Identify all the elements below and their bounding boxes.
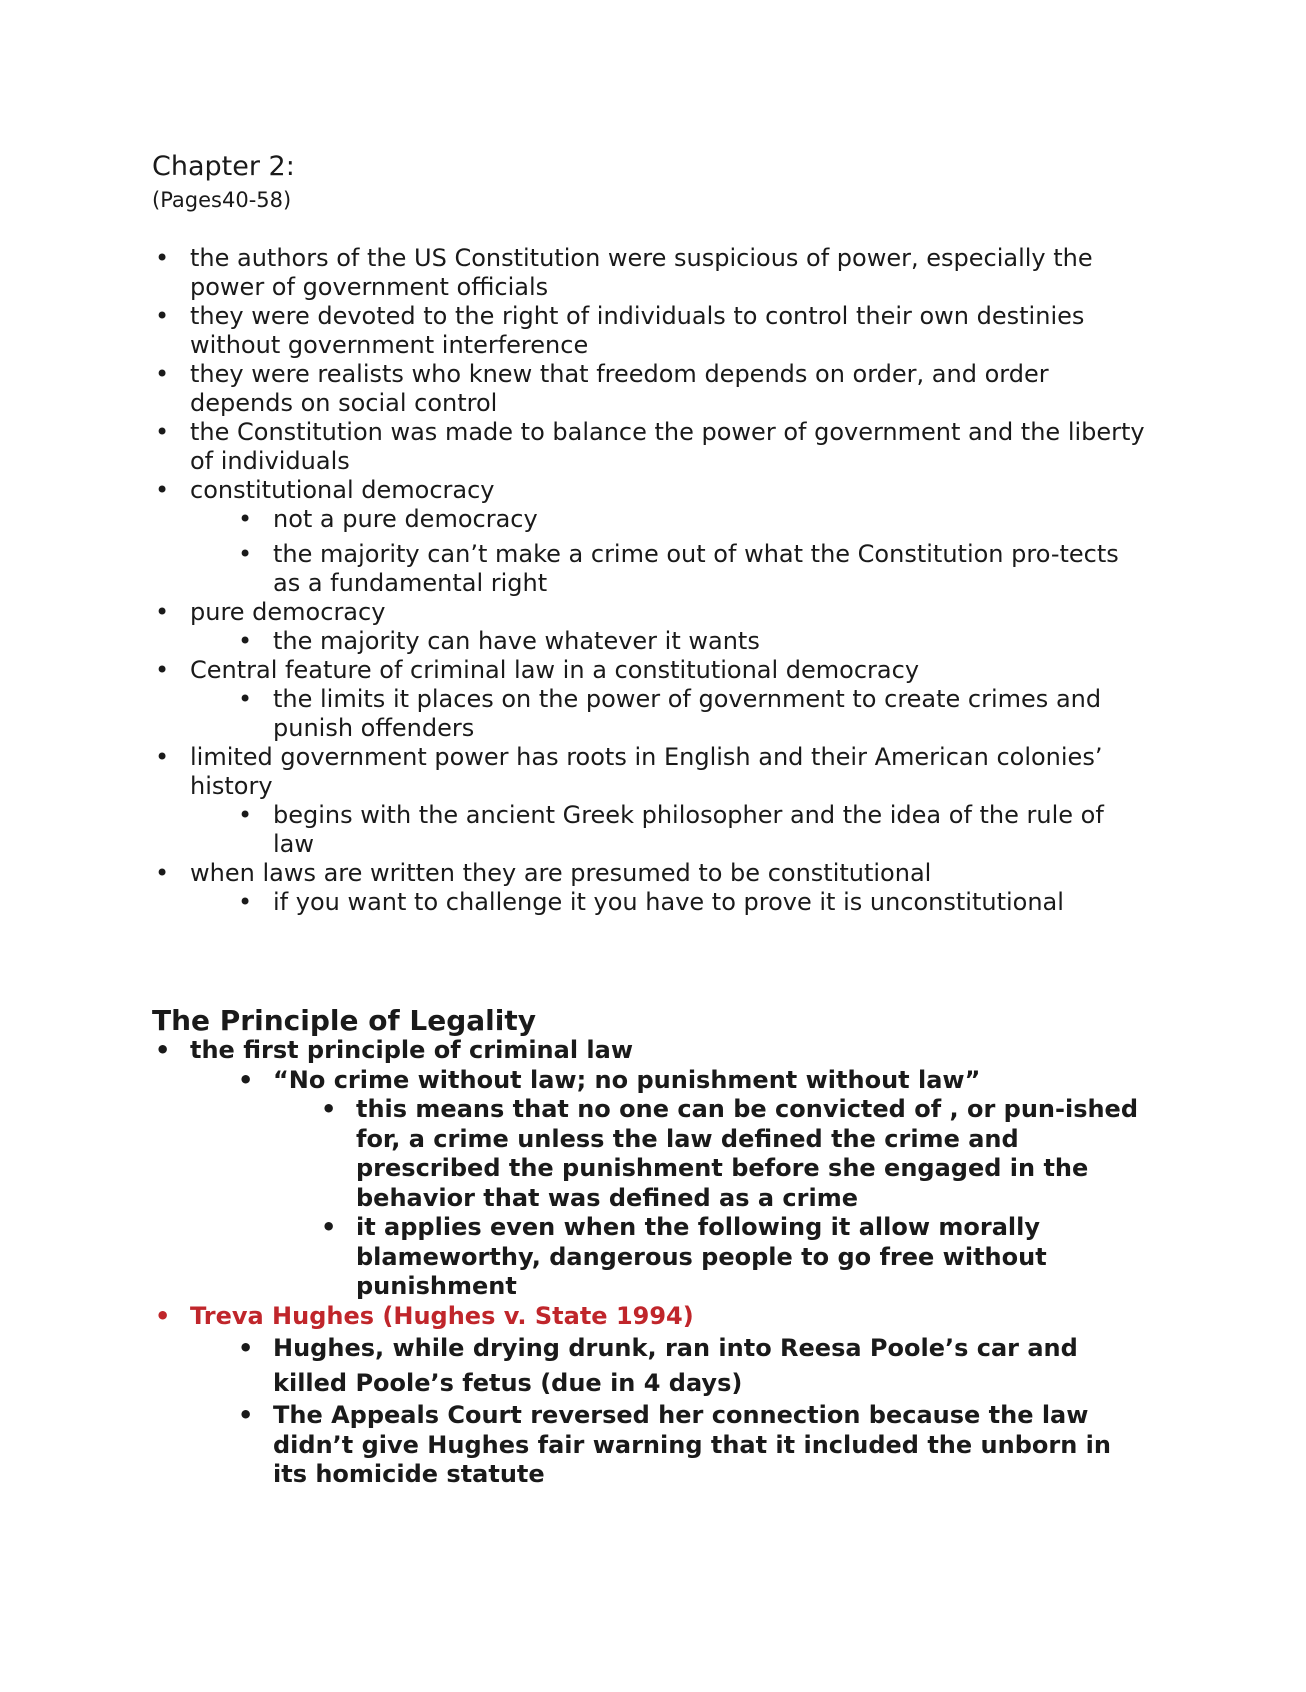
list-item: • Hughes, while drying drunk, ran into Reesa Poole’s car and killed Poole’s fetus (due in 4 days) xyxy=(273,1331,1150,1401)
list-item: • if you want to challenge it you have to prove it is unconstitutional xyxy=(273,888,1150,917)
section-title: The Principle of Legality xyxy=(152,1004,536,1037)
list-item xyxy=(190,598,1150,656)
list-item: • this means that no one can be convicted of , or pun-ished for, a crime unless the law defined the crime and prescribed the punishment before she engaged in the behavior that was defined as a crime xyxy=(356,1095,1150,1213)
case-text: Treva Hughes (Hughes v. State 1994) xyxy=(190,1301,694,1330)
list-item: • the Constitution was made to balance the power of government and the liberty of individuals xyxy=(190,418,1150,476)
list-item xyxy=(190,476,1150,598)
list-item: • not a pure democracy xyxy=(273,505,1150,534)
list-item-text: when laws are written they are presumed to be constitutional xyxy=(190,859,932,887)
list-item: • The Appeals Court reversed her connection because the law didn’t give Hughes fair warning that it included the unborn in its homicide statute xyxy=(273,1401,1150,1490)
list-item-text: constitutional democracy xyxy=(190,476,495,504)
list-item xyxy=(190,859,1150,917)
list-item xyxy=(190,1036,1150,1302)
list-item-text: pure democracy xyxy=(190,598,386,626)
chapter-notes-list xyxy=(190,244,1150,917)
list-item: • the limits it places on the power of government to create crimes and punish offenders xyxy=(273,685,1150,743)
list-item xyxy=(190,743,1150,859)
legality-list xyxy=(190,1036,1150,1490)
maxim-text: “No crime without law; no punishment without law” xyxy=(273,1065,981,1094)
sub-list xyxy=(190,801,1150,859)
sub-list xyxy=(190,1066,1150,1302)
case-heading xyxy=(190,1302,1150,1490)
chapter-title: Chapter 2: xyxy=(152,151,295,182)
sub-list xyxy=(190,627,1150,656)
list-item: • it applies even when the following it allow morally blameworthy, dangerous people to go free without punishment xyxy=(356,1213,1150,1302)
list-item xyxy=(190,656,1150,743)
sub-list xyxy=(190,685,1150,743)
list-item: • they were realists who knew that freedom depends on order, and order depends on social control xyxy=(190,360,1150,418)
list-item: • the authors of the US Constitution were suspicious of power, especially the power of government officials xyxy=(190,244,1150,302)
sub-sub-list xyxy=(273,1095,1150,1302)
sub-list xyxy=(190,505,1150,598)
list-item-text: limited government power has roots in English and their American colonies’ history xyxy=(190,743,1103,800)
sub-list xyxy=(190,888,1150,917)
list-item: • the majority can have whatever it wants xyxy=(273,627,1150,656)
list-item-text: the first principle of criminal law xyxy=(190,1036,634,1064)
pages-range: (Pages40-58) xyxy=(152,188,292,212)
list-item-text: Central feature of criminal law in a constitutional democracy xyxy=(190,656,920,684)
list-item xyxy=(273,1066,1150,1302)
list-item: • the majority can’t make a crime out of what the Constitution pro-tects as a fundamental right xyxy=(273,540,1150,598)
list-item: • begins with the ancient Greek philosopher and the idea of the rule of law xyxy=(273,801,1150,859)
list-item: • they were devoted to the right of individuals to control their own destinies without government interference xyxy=(190,302,1150,360)
sub-list xyxy=(190,1331,1150,1490)
